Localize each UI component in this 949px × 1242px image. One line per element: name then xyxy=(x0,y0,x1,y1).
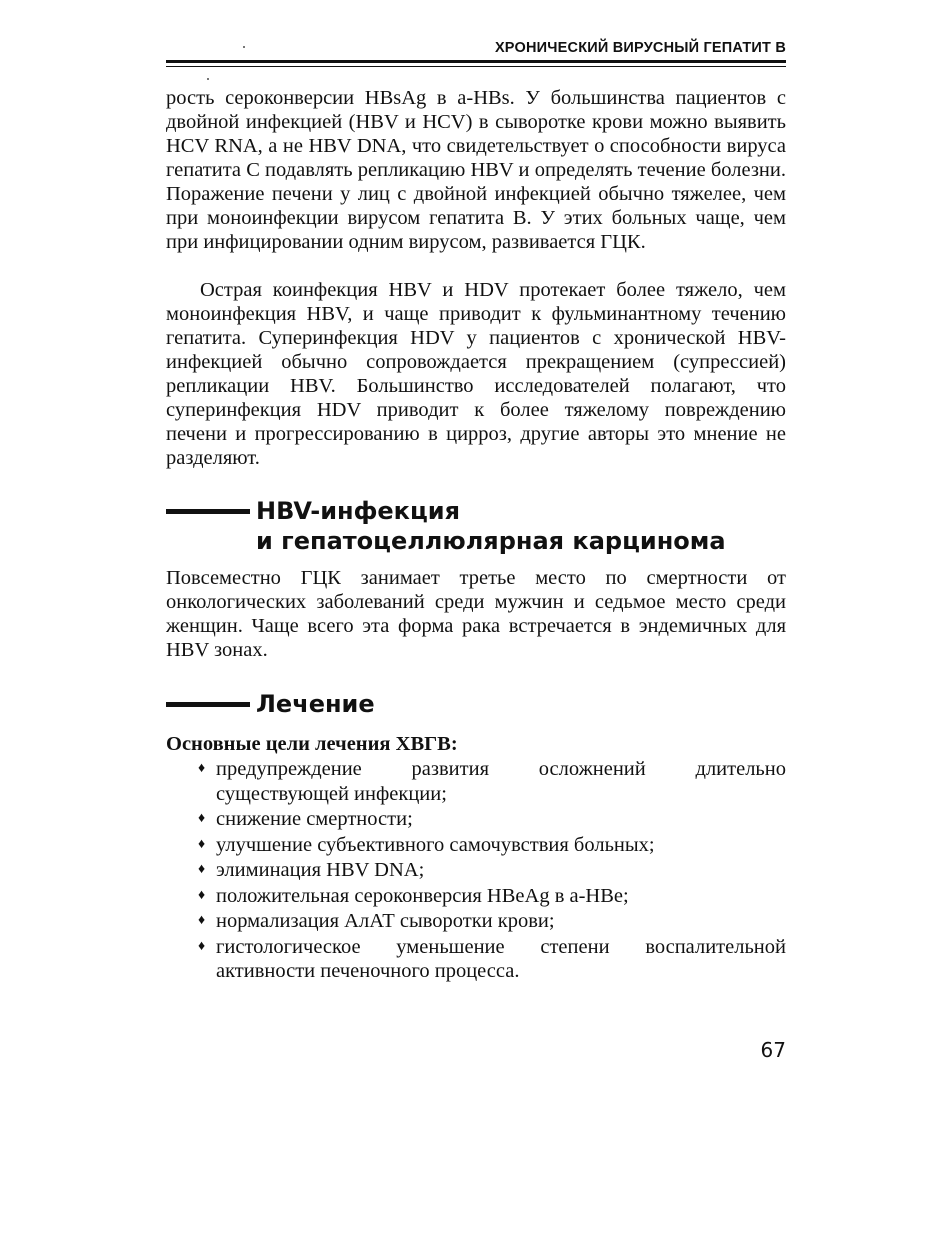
list-item xyxy=(198,757,786,806)
list-item xyxy=(198,884,786,909)
diamond-bullet-icon: ♦ xyxy=(198,761,206,776)
running-head: ХРОНИЧЕСКИЙ ВИРУСНЫЙ ГЕПАТИТ В xyxy=(494,40,786,56)
diamond-bullet-icon: ♦ xyxy=(198,811,206,826)
paragraph-hcc: Повсеместно ГЦК занимает третье место по смертности от онкологических заболеваний среди мужчин и седьмое место среди женщин. Чаще всего эта форма рака встречается в эндемичных для HBV зонах. xyxy=(166,567,786,661)
list-item xyxy=(198,909,786,934)
heading-line-2: и гепатоцеллюлярная карцинома xyxy=(256,527,726,555)
paragraph-coinfection: Острая коинфекция HBV и HDV протекает более тяжело, чем моноинфекция HBV, и чаще приводит к фульминантному течению гепатита. Суперинфекция HDV у пациентов с хронической HBV-инфекцией обычно сопровождается прекращением (супрессией) репликации HBV. Большинство исследователей полагают, что суперинфекция HDV приводит к более тяжелому повреждению печени и прогрессированию в цирроз, другие авторы это мнение не разделяют. xyxy=(166,279,786,469)
diamond-bullet-icon: ♦ xyxy=(198,862,206,877)
scan-speck xyxy=(243,46,245,48)
list-item-text: гистологическое уменьшение степени воспалительной активности печеночного процесса. xyxy=(216,935,786,982)
list-item-text: снижение смертности; xyxy=(216,808,413,830)
heading-bar xyxy=(166,509,250,514)
scan-speck xyxy=(207,78,209,80)
list-item-text: элиминация HBV DNA; xyxy=(216,859,425,881)
treatment-subheading: Основные цели лечения ХВГВ: xyxy=(166,733,458,755)
list-item-text: улучшение субъективного самочувствия больных; xyxy=(216,833,655,856)
list-item xyxy=(198,935,786,984)
list-item xyxy=(198,858,786,883)
list-item-text: нормализация АлАТ сыворотки крови; xyxy=(216,910,555,932)
page-number: 67 xyxy=(760,1038,786,1062)
diamond-bullet-icon: ♦ xyxy=(198,887,206,903)
list-item xyxy=(198,807,786,832)
list-item xyxy=(198,833,786,858)
heading-line-1: HBV-инфекция xyxy=(256,497,460,525)
header-rule-thick xyxy=(166,60,786,63)
paragraph-continuation: рость сероконверсии HBsAg в a-HBs. У большинства пациентов с двойной инфекцией (HBV и HCV) в сыворотке крови можно выявить HCV RNA, а не HBV DNA, что свидетельствует о способности вируса гепатита С подавлять репликацию HBV и определять течение болезни. Поражение печени у лиц с двойной инфекцией обычно тяжелее, чем при моноинфекции вирусом гепатита В. У этих больных чаще, чем при инфицировании одним вирусом, развивается ГЦК. xyxy=(166,87,786,253)
heading-bar xyxy=(166,702,250,707)
list-item-text: положительная сероконверсия HBeAg в a-HBe; xyxy=(216,884,629,907)
list-item-text: предупреждение развития осложнений длительно существующей инфекции; xyxy=(216,758,786,805)
section-heading-treatment xyxy=(166,689,786,720)
section-heading-hbv-hcc xyxy=(166,496,786,558)
diamond-bullet-icon: ♦ xyxy=(198,836,206,852)
diamond-bullet-icon: ♦ xyxy=(198,938,206,954)
heading-text: Лечение xyxy=(256,690,375,718)
header-rule-thin xyxy=(166,66,786,67)
treatment-goals-list xyxy=(198,757,786,985)
diamond-bullet-icon: ♦ xyxy=(198,913,206,928)
